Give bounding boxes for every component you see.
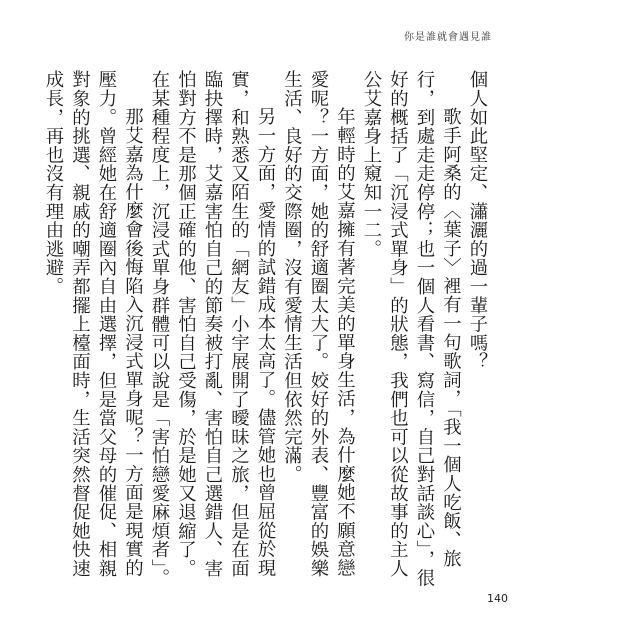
paragraph: 歌手阿桑的〈葉子〉裡有一句歌詞，「我一個人吃飯、旅行，到處走走停停；也一個人看書、寫信，自己對話談心」，很好的概括了「沉浸式單身」的狀態，我們也可以從故事的主人公艾嘉身上窺知一二。 — [361, 70, 462, 588]
paragraph: 另一方面，愛情的試錯成本太高了。儘管她也曾屈從於現實，和熟悉又陌生的「網友」小宇展開了曖昧之旅，但是在面臨抉擇時，艾嘉害怕自己的節奏被打亂、害怕自己選錯人、害怕對方不是那個正確的他、害怕自己受傷，於是她又退縮了。在某種程度上，沉浸式單身群體可以說是「害怕戀愛麻煩者」。 — [149, 70, 276, 588]
running-header: 你是誰就會遇見誰 — [404, 32, 492, 43]
paragraph: 個人如此堅定、瀟灑的過一輩子嗎？ — [467, 70, 488, 371]
body-text — [43, 70, 490, 590]
paragraph: 年輕時的艾嘉擁有著完美的單身生活，為什麼她不願意戀愛呢？一方面，她的舒適圈太大了。姣好的外表、豐富的娛樂生活、良好的交際圈，沒有愛情生活但依然完滿。 — [281, 70, 356, 578]
page-number: 140 — [487, 592, 508, 605]
paragraph: 那艾嘉為什麼會後悔陷入沉浸式單身呢？一方面是現實的壓力。曾經她在舒適圈內自由選擇，但是當父母的催促、相親對象的挑選、親戚的嘲弄都擺上檯面時，生活突然督促她快速成長，再也沒有理由逃避。 — [43, 70, 144, 578]
